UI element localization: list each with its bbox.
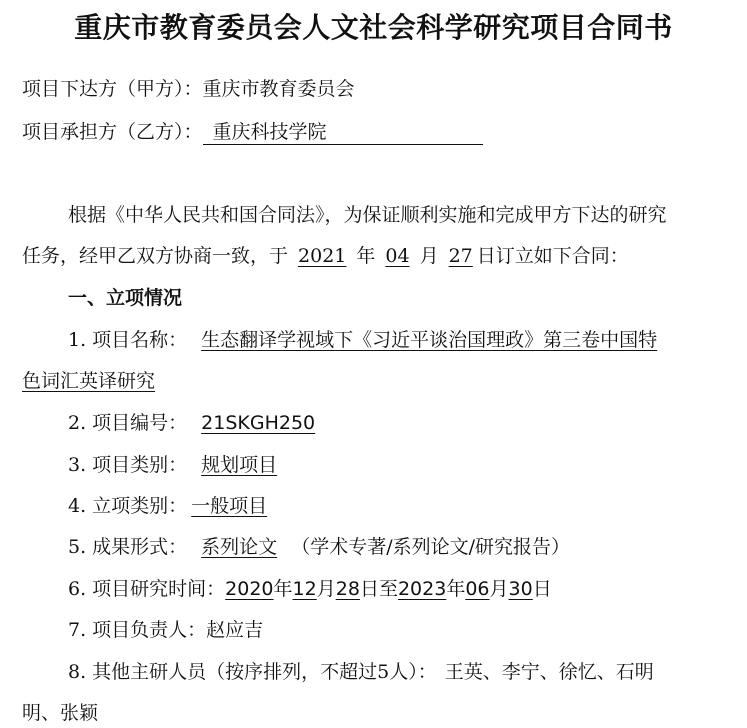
party-a-label: 项目下达方（甲方）：: [22, 78, 203, 100]
to-text: 日至: [359, 578, 398, 600]
project-category-label: 3. 项目类别：: [68, 454, 188, 476]
intro-suffix: 日订立如下合同：: [476, 245, 629, 267]
section-heading: 一、立项情况: [68, 287, 183, 309]
start-month: 12: [292, 578, 317, 600]
project-number-label: 2. 项目编号：: [68, 412, 188, 434]
end-month-unit: 月: [489, 578, 509, 600]
output-form-options: （学术专著/系列论文/研究报告）: [291, 536, 570, 558]
approval-category-row: [68, 491, 275, 518]
sign-month-unit: 月: [419, 245, 439, 267]
project-category-row: [68, 450, 285, 477]
research-period-row: [68, 574, 552, 601]
project-name-continuation: [22, 366, 161, 393]
output-form-row: [68, 532, 570, 559]
sign-month: 04: [385, 245, 410, 267]
document-title: 重庆市教育委员会人文社会科学研究项目合同书: [74, 11, 673, 44]
other-members-label: 8. 其他主研人员（按序排列，不超过5人）：: [68, 661, 437, 683]
end-day-unit: 日: [532, 578, 552, 600]
party-b-label: 项目承担方（乙方）：: [22, 121, 203, 143]
party-b-row: [22, 117, 483, 145]
start-year: 2020: [225, 578, 274, 600]
other-members-row: [68, 657, 654, 684]
project-leader-label: 7. 项目负责人：: [68, 619, 207, 641]
start-day: 28: [335, 578, 360, 600]
approval-category-value: 一般项目: [191, 495, 268, 517]
end-year: 2023: [397, 578, 447, 600]
approval-category-label: 4. 立项类别：: [68, 495, 188, 517]
party-a-row: [22, 74, 355, 101]
start-year-unit: 年: [273, 578, 293, 600]
project-leader-value: 赵应吉: [206, 619, 264, 641]
sign-year: 2021: [298, 245, 347, 267]
project-category-value: 规划项目: [201, 454, 278, 476]
research-period-label: 6. 项目研究时间：: [68, 578, 226, 600]
end-year-unit: 年: [446, 578, 466, 600]
party-b-value: 重庆科技学院: [203, 122, 483, 145]
other-members-line1: 王英、李宁、徐忆、石明: [444, 661, 654, 683]
sign-day: 27: [448, 245, 473, 267]
project-number-row: [68, 408, 323, 435]
project-name-value-line1: 生态翻译学视域下《习近平谈治国理政》第三卷中国特: [201, 329, 658, 351]
project-name-value-line2: 色词汇英译研究: [22, 370, 156, 392]
output-form-value: 系列论文: [201, 536, 278, 558]
end-day: 30: [508, 578, 533, 600]
project-number-value: 21SKGH250: [201, 412, 316, 434]
other-members-continuation: 明、张颖: [22, 702, 99, 724]
intro-line-2: [22, 241, 629, 268]
project-name-row: [68, 325, 657, 352]
party-a-value: 重庆市教育委员会: [202, 78, 355, 100]
intro-prefix: 任务，经甲乙双方协商一致，于: [22, 245, 289, 267]
sign-year-unit: 年: [356, 245, 376, 267]
end-month: 06: [465, 578, 490, 600]
project-name-label: 1. 项目名称：: [68, 329, 188, 351]
intro-line-1: 根据《中华人民共和国合同法》，为保证顺利实施和完成甲方下达的研究: [68, 204, 667, 226]
output-form-label: 5. 成果形式：: [68, 536, 188, 558]
start-month-unit: 月: [316, 578, 336, 600]
project-leader-row: [68, 615, 263, 642]
